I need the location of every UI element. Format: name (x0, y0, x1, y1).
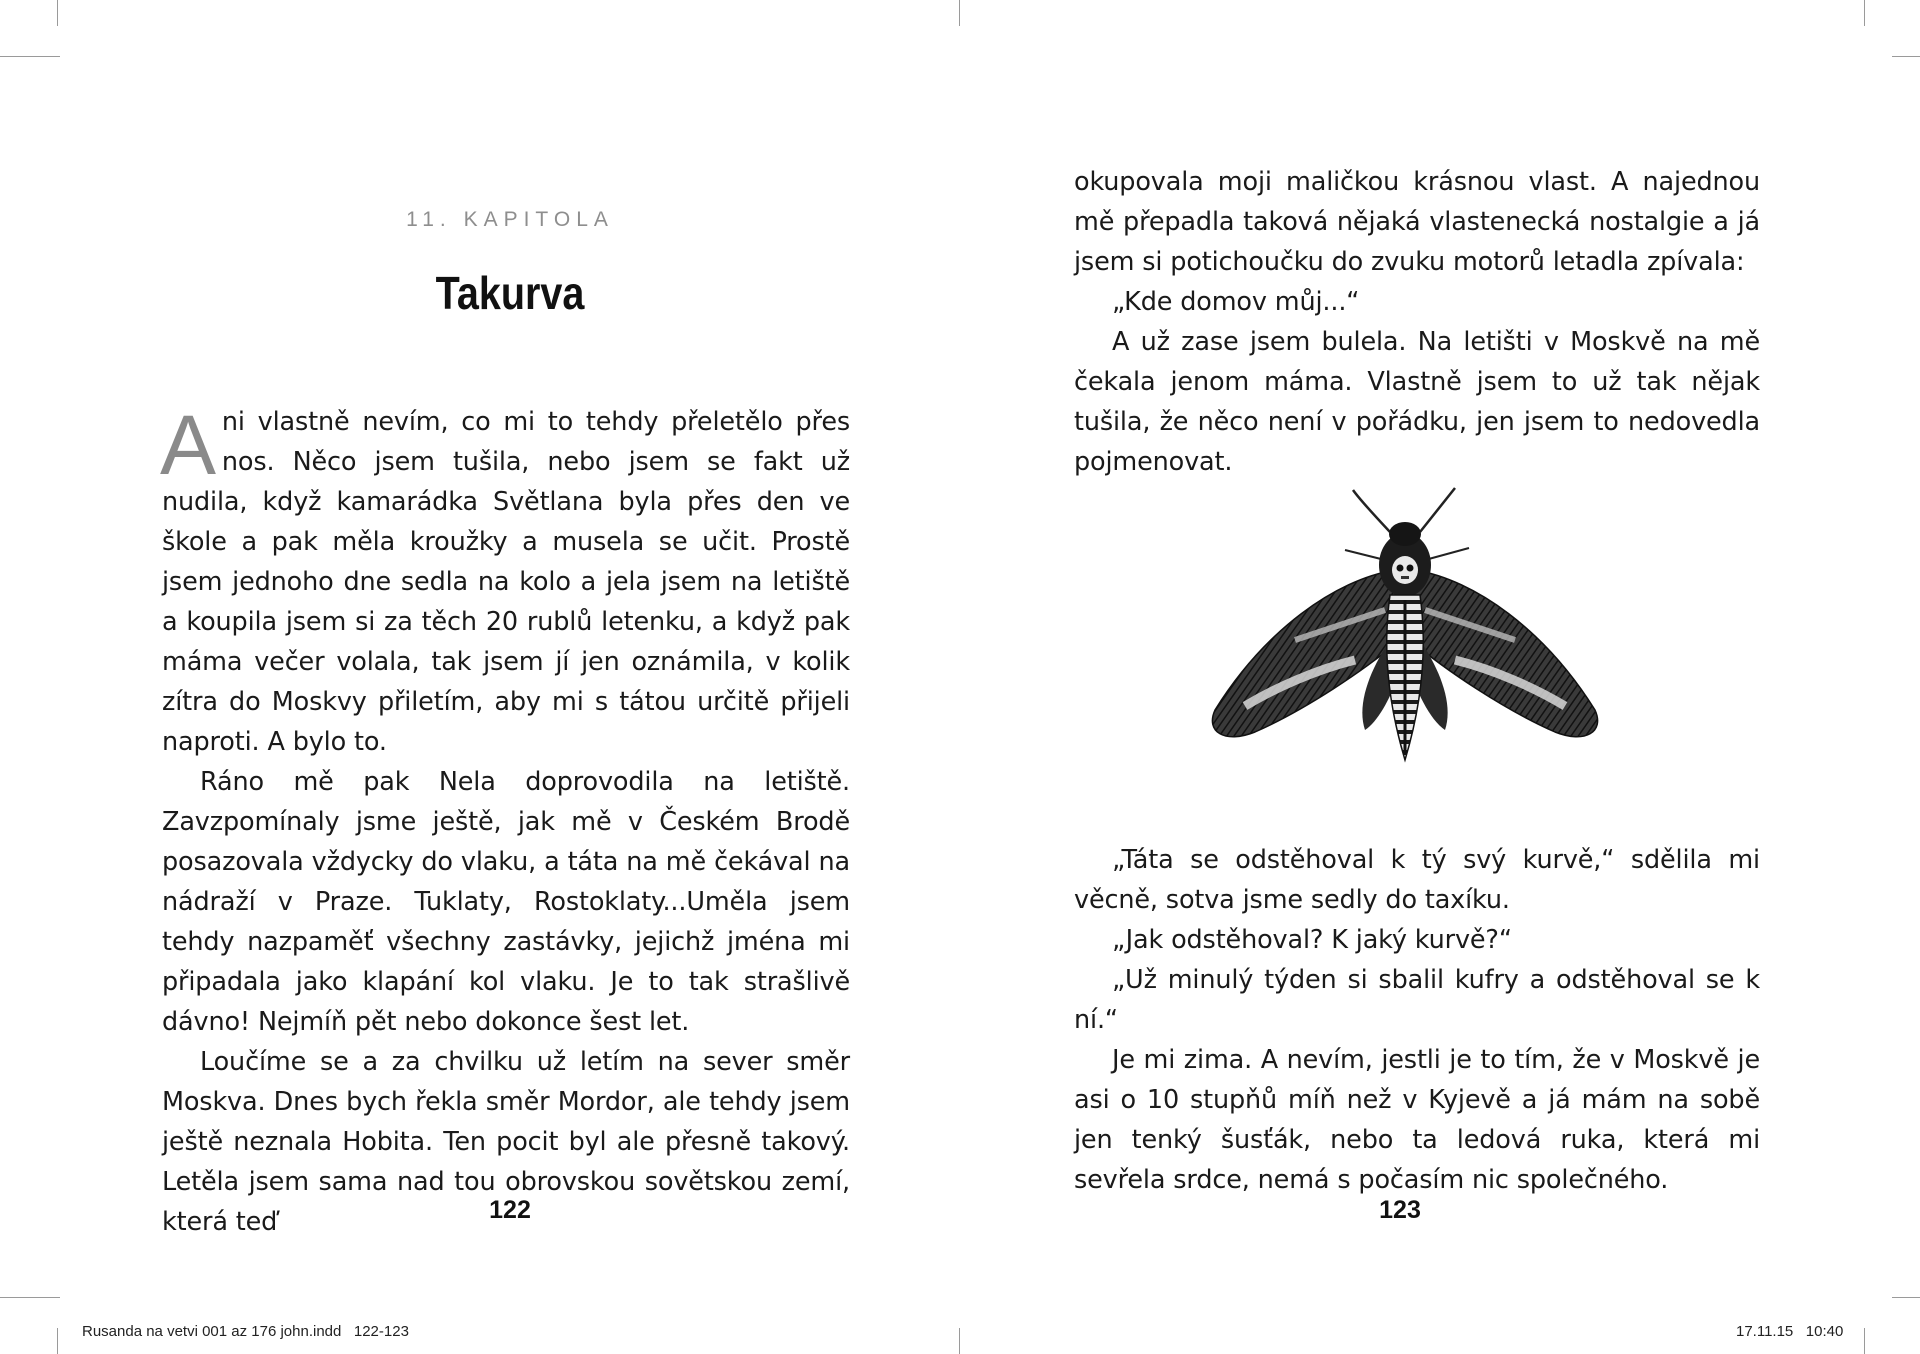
left-page (120, 0, 920, 1354)
crop-mark (1864, 1328, 1865, 1354)
right-page (1030, 0, 1830, 1354)
moth-illustration (1185, 470, 1625, 790)
paragraph: okupovala moji maličkou krásnou vlast. A najednou mě přepadla taková nějaká vlastenecká nostalgie a já jsem si potichoučku do zvuku motorů letadla zpívala: (1074, 167, 1760, 277)
paragraph: „Kde domov můj...“ (1112, 287, 1360, 317)
chapter-label: 11. KAPITOLA (406, 208, 614, 231)
page-number: 122 (489, 1196, 531, 1224)
right-text-block-bottom (1074, 840, 1760, 1200)
paragraph: „Jak odstěhoval? K jaký kurvě?“ (1112, 925, 1512, 955)
paragraph: A už zase jsem bulela. Na letišti v Moskvě na mě čekala jenom máma. Vlastně jsem to už tak nějak tušila, že něco není v pořádku, jen jsem to nedovedla pojmenovat. (1074, 327, 1760, 477)
right-text-block-top (1074, 162, 1760, 482)
crop-mark (1892, 56, 1920, 57)
paragraph: „Táta se odstěhoval k tý svý kurvě,“ sdělila mi věcně, sotva jsme sedly do taxíku. (1074, 845, 1760, 915)
crop-mark (1892, 1297, 1920, 1298)
paragraph: Loučíme se a za chvilku už letím na sever směr Moskva. Dnes bych řekla směr Mordor, ale tehdy jsem ještě neznala Hobita. Ten pocit byl ale přesně takový. Letěla jsem sama nad tou obrovskou sovětskou zemí, která teď (162, 1047, 850, 1237)
crop-mark (57, 1328, 58, 1354)
chapter-title: Takurva (435, 267, 585, 319)
drop-cap: A (160, 398, 216, 492)
crop-mark (959, 1328, 960, 1354)
paragraph: „Už minulý týden si sbalil kufry a odstěhoval se k ní.“ (1074, 965, 1760, 1035)
slug-date: 17.11.15 10:40 (1736, 1323, 1844, 1340)
crop-mark (0, 56, 60, 57)
crop-mark (57, 0, 58, 26)
left-text-block (160, 398, 850, 1242)
crop-mark (1864, 0, 1865, 26)
paragraph: Ráno mě pak Nela doprovodila na letiště. Zavzpomínaly jsme ještě, jak mě v Českém Brodě posazovala vždycky do vlaku, a táta na mě čekával na nádraží v Praze. Tuklaty, Rostoklaty...Uměla jsem tehdy nazpaměť všechny zastávky, jejichž jména mi připadala jako klapání kol vlaku. Je to tak strašlivě dávno! Nejmíň pět nebo dokonce šest let. (162, 767, 850, 1037)
paragraph: Je mi zima. A nevím, jestli je to tím, že v Moskvě je asi o 10 stupňů míň než v Kyjevě a já mám na sobě jen tenký šusťák, nebo ta ledová ruka, která mi sevřela srdce, nemá s počasím nic společného. (1074, 1045, 1760, 1195)
paragraph: Ani vlastně nevím, co mi to tehdy přeletělo přes nos. Něco jsem tušila, nebo jsem se fakt už nudila, když kamarádka Světlana byla přes den ve škole a pak měla kroužky a musela se učit. Prostě jsem jednoho dne sedla na kolo a jela jsem na letiště a koupila jsem si za těch 20 rublů letenku, a když pak máma večer volala, tak jsem jí jen oznámila, v kolik zítra do Moskvy přiletím, aby mi s tátou určitě přijeli naproti. A bylo to. (160, 398, 850, 757)
page-number: 123 (1379, 1196, 1421, 1224)
crop-mark (0, 1297, 60, 1298)
crop-mark (959, 0, 960, 26)
slug-file-info: Rusanda na vetvi 001 az 176 john.indd 122-123 (82, 1323, 409, 1340)
moth-icon (1185, 470, 1625, 790)
